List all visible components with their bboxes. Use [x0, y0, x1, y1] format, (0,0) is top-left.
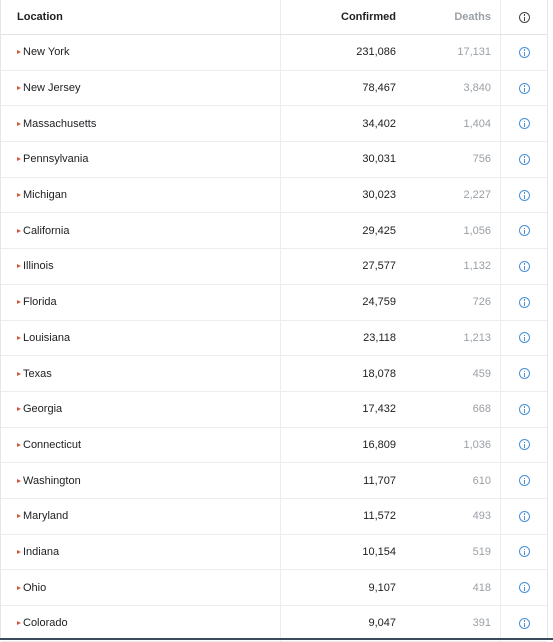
- confirmed-cell: 231,086: [280, 35, 405, 70]
- info-cell: [500, 142, 547, 177]
- expand-location[interactable]: [17, 260, 54, 272]
- expand-arrow-icon[interactable]: [17, 157, 21, 161]
- table-row[interactable]: [1, 428, 547, 464]
- deaths-cell: 726: [472, 296, 491, 309]
- expand-location[interactable]: [17, 510, 68, 522]
- confirmed-cell: 30,023: [280, 178, 405, 213]
- table-body: [1, 35, 547, 642]
- expand-arrow-icon[interactable]: [17, 514, 21, 518]
- info-icon[interactable]: [519, 332, 530, 343]
- info-icon[interactable]: [519, 83, 530, 94]
- deaths-cell: 756: [472, 153, 491, 166]
- deaths-cell: 1,132: [463, 260, 491, 273]
- expand-location[interactable]: [17, 403, 62, 415]
- location-cell: [1, 285, 280, 320]
- info-icon[interactable]: [519, 225, 530, 236]
- expand-location[interactable]: [17, 617, 68, 629]
- table-row[interactable]: [1, 106, 547, 142]
- deaths-cell: 493: [472, 510, 491, 523]
- info-icon[interactable]: [519, 404, 530, 415]
- deaths-cell: 610: [472, 474, 491, 487]
- expand-location[interactable]: [17, 153, 88, 165]
- location-name: Georgia: [23, 403, 63, 416]
- expand-location[interactable]: [17, 546, 59, 558]
- deaths-cell: 17,131: [457, 46, 491, 59]
- info-icon[interactable]: [519, 47, 530, 58]
- expand-arrow-icon[interactable]: [17, 264, 21, 268]
- info-header: [500, 0, 547, 34]
- info-cell: [500, 71, 547, 106]
- deaths-cell: 1,056: [463, 224, 491, 237]
- info-cell: [500, 213, 547, 248]
- location-name: New York: [23, 46, 70, 59]
- confirmed-cell: 9,047: [280, 606, 405, 641]
- info-icon[interactable]: [519, 297, 530, 308]
- expand-arrow-icon[interactable]: [17, 300, 21, 304]
- location-cell: [1, 213, 280, 248]
- info-cell: [500, 285, 547, 320]
- deaths-cell: 459: [472, 367, 491, 380]
- confirmed-cell: 29,425: [280, 213, 405, 248]
- info-cell: [500, 356, 547, 391]
- deaths-cell: 418: [472, 581, 491, 594]
- table-row[interactable]: [1, 71, 547, 107]
- info-icon[interactable]: [519, 582, 530, 593]
- location-cell: [1, 321, 280, 356]
- confirmed-cell: 78,467: [280, 71, 405, 106]
- confirmed-cell: 18,078: [280, 356, 405, 391]
- table-row[interactable]: [1, 249, 547, 285]
- deaths-cell: 668: [472, 403, 491, 416]
- confirmed-cell: 30,031: [280, 142, 405, 177]
- location-name: California: [23, 224, 70, 237]
- expand-arrow-icon[interactable]: [17, 372, 21, 376]
- table-row[interactable]: [1, 606, 547, 642]
- info-icon[interactable]: [519, 118, 530, 129]
- deaths-cell: 2,227: [463, 189, 491, 202]
- confirmed-cell: 23,118: [280, 321, 405, 356]
- location-name: Michigan: [23, 189, 68, 202]
- info-cell: [500, 106, 547, 141]
- location-header[interactable]: Location: [17, 11, 63, 23]
- confirmed-cell: 9,107: [280, 570, 405, 605]
- location-name: Maryland: [23, 510, 69, 523]
- expand-arrow-icon[interactable]: [17, 621, 21, 625]
- info-cell: [500, 535, 547, 570]
- info-cell: [500, 606, 547, 641]
- location-cell: [1, 35, 280, 70]
- location-cell: [1, 463, 280, 498]
- expand-location[interactable]: [17, 82, 80, 94]
- location-cell: [1, 570, 280, 605]
- location-cell: [1, 249, 280, 284]
- confirmed-header[interactable]: Confirmed: [280, 0, 405, 34]
- location-cell: [1, 142, 280, 177]
- expand-location[interactable]: [17, 189, 67, 201]
- deaths-header[interactable]: Deaths: [454, 11, 491, 23]
- expand-arrow-icon[interactable]: [17, 586, 21, 590]
- location-cell: [1, 356, 280, 391]
- info-cell: [500, 428, 547, 463]
- table-row[interactable]: [1, 499, 547, 535]
- location-name: Illinois: [23, 260, 54, 273]
- confirmed-cell: 11,572: [280, 499, 405, 534]
- expand-location[interactable]: [17, 225, 69, 237]
- table-row[interactable]: [1, 463, 547, 499]
- confirmed-cell: 17,432: [280, 392, 405, 427]
- location-name: Washington: [23, 474, 81, 487]
- expand-arrow-icon[interactable]: [17, 407, 21, 411]
- info-icon[interactable]: [519, 546, 530, 557]
- table-header: [1, 0, 547, 35]
- table-row[interactable]: [1, 570, 547, 606]
- expand-location[interactable]: [17, 332, 70, 344]
- expand-arrow-icon[interactable]: [17, 50, 21, 54]
- location-cell: [1, 499, 280, 534]
- location-name: Indiana: [23, 545, 60, 558]
- info-cell: [500, 570, 547, 605]
- location-name: Louisiana: [23, 331, 71, 344]
- info-cell: [500, 35, 547, 70]
- expand-arrow-icon[interactable]: [17, 443, 21, 447]
- confirmed-cell: 16,809: [280, 428, 405, 463]
- info-icon[interactable]: [519, 439, 530, 450]
- location-cell: [1, 428, 280, 463]
- deaths-cell: 1,213: [463, 331, 491, 344]
- deaths-cell: 1,404: [463, 117, 491, 130]
- confirmed-cell: 27,577: [280, 249, 405, 284]
- expand-arrow-icon[interactable]: [17, 479, 21, 483]
- info-cell: [500, 178, 547, 213]
- expand-arrow-icon[interactable]: [17, 229, 21, 233]
- location-name: Connecticut: [23, 438, 82, 451]
- info-icon[interactable]: [519, 190, 530, 201]
- location-cell: [1, 535, 280, 570]
- expand-location[interactable]: [17, 582, 46, 594]
- info-cell: [500, 392, 547, 427]
- expand-location[interactable]: [17, 368, 52, 380]
- info-icon[interactable]: [519, 511, 530, 522]
- deaths-cell: 3,840: [463, 82, 491, 95]
- deaths-cell: 391: [472, 617, 491, 630]
- info-cell: [500, 463, 547, 498]
- location-name: Massachusetts: [23, 117, 97, 130]
- location-name: Colorado: [23, 617, 68, 630]
- deaths-cell: 519: [472, 545, 491, 558]
- expand-arrow-icon[interactable]: [17, 122, 21, 126]
- deaths-cell: 1,036: [463, 438, 491, 451]
- expand-location[interactable]: [17, 118, 96, 130]
- confirmed-cell: 10,154: [280, 535, 405, 570]
- location-name: Texas: [23, 367, 52, 380]
- info-icon[interactable]: [519, 261, 530, 272]
- expand-arrow-icon[interactable]: [17, 336, 21, 340]
- location-cell: [1, 606, 280, 641]
- location-cell: [1, 106, 280, 141]
- table-row[interactable]: [1, 321, 547, 357]
- info-icon[interactable]: [519, 475, 530, 486]
- location-name: Ohio: [23, 581, 47, 594]
- info-cell: [500, 249, 547, 284]
- expand-arrow-icon[interactable]: [17, 86, 21, 90]
- expand-arrow-icon[interactable]: [17, 550, 21, 554]
- location-name: Florida: [23, 296, 57, 309]
- table-row[interactable]: [1, 535, 547, 571]
- info-cell: [500, 499, 547, 534]
- expand-location[interactable]: [17, 46, 69, 58]
- location-cell: [1, 392, 280, 427]
- info-icon[interactable]: [519, 12, 530, 23]
- info-cell: [500, 321, 547, 356]
- expand-location[interactable]: [17, 439, 81, 451]
- expand-arrow-icon[interactable]: [17, 193, 21, 197]
- info-icon[interactable]: [519, 154, 530, 165]
- location-name: New Jersey: [23, 82, 81, 95]
- expand-location[interactable]: [17, 296, 57, 308]
- table-row[interactable]: [1, 35, 547, 71]
- confirmed-cell: 34,402: [280, 106, 405, 141]
- expand-location[interactable]: [17, 475, 81, 487]
- table-row[interactable]: [1, 285, 547, 321]
- location-cell: [1, 178, 280, 213]
- table-row[interactable]: [1, 213, 547, 249]
- table-row[interactable]: [1, 356, 547, 392]
- location-cell: [1, 71, 280, 106]
- table-row[interactable]: [1, 142, 547, 178]
- info-icon[interactable]: [519, 618, 530, 629]
- info-icon[interactable]: [519, 368, 530, 379]
- confirmed-cell: 24,759: [280, 285, 405, 320]
- confirmed-cell: 11,707: [280, 463, 405, 498]
- location-name: Pennsylvania: [23, 153, 89, 166]
- table-row[interactable]: [1, 178, 547, 214]
- table-row[interactable]: [1, 392, 547, 428]
